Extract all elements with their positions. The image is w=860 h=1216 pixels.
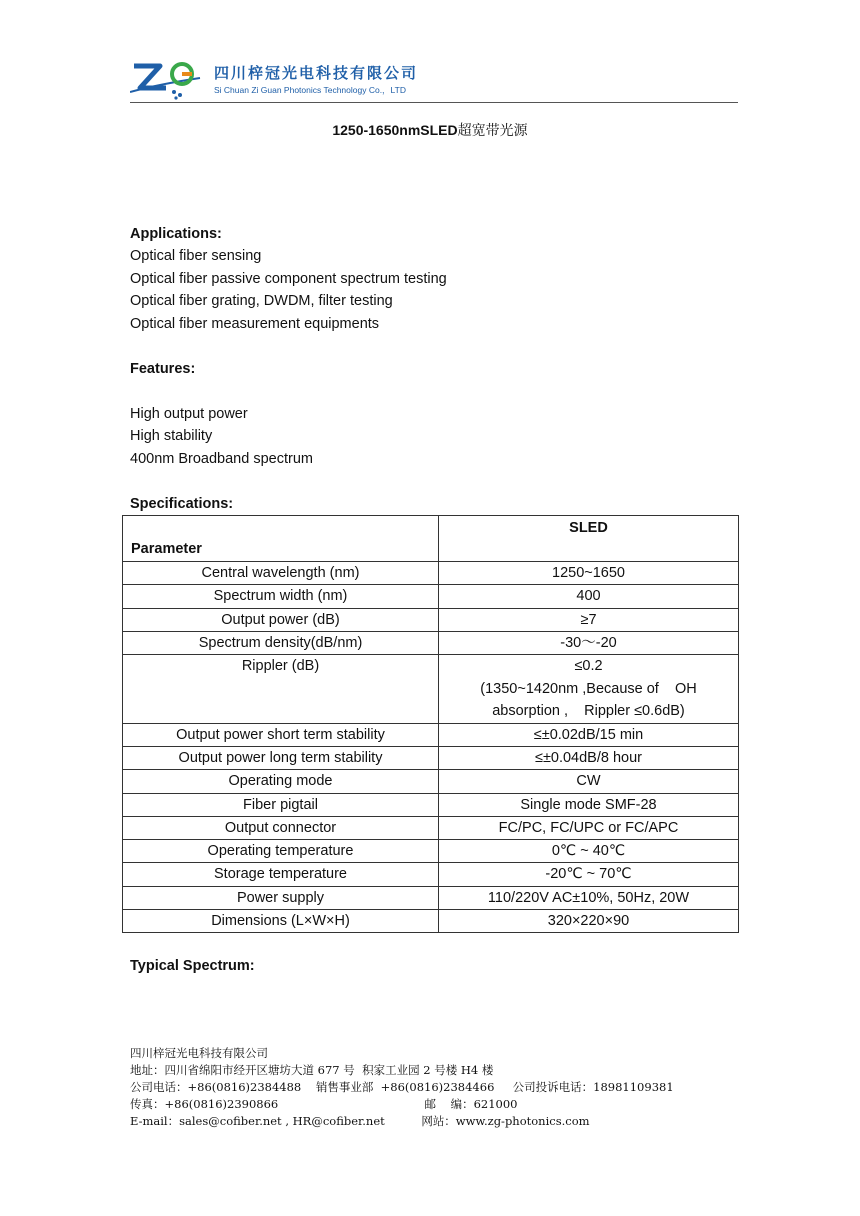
param-cell: Output power (dB) [123, 608, 439, 631]
header-parameter: Parameter [123, 516, 439, 562]
value-cell: 400 [439, 585, 739, 608]
features-heading: Features: [130, 361, 196, 377]
value-cell: 320×220×90 [439, 910, 739, 933]
letterhead [130, 56, 738, 103]
value-cell: ≤±0.04dB/8 hour [439, 746, 739, 769]
application-item: Optical fiber grating, DWDM, filter testing [130, 293, 393, 309]
table-header-row [123, 516, 739, 562]
table-row [123, 816, 739, 839]
value-cell: CW [439, 770, 739, 793]
value-line: absorption , Rippler ≤0.6dB) [492, 703, 685, 720]
footer-line: 四川梓冠光电科技有限公司 [130, 1046, 268, 1060]
param-cell: Operating temperature [123, 840, 439, 863]
table-row [123, 863, 739, 886]
footer-contact [130, 1045, 674, 1130]
table-row [123, 655, 739, 724]
param-cell: Output power short term stability [123, 723, 439, 746]
specifications-heading: Specifications: [130, 496, 234, 512]
value-cell: Single mode SMF-28 [439, 793, 739, 816]
value-cell: 0℃ ~ 40℃ [439, 840, 739, 863]
table-row [123, 910, 739, 933]
param-cell: Central wavelength (nm) [123, 562, 439, 585]
param-cell: Spectrum width (nm) [123, 585, 439, 608]
company-name-en: Si Chuan Zi Guan Photonics Technology Co.，LTD [214, 85, 406, 95]
table-row [123, 840, 739, 863]
header-sled: SLED [439, 516, 739, 562]
specifications-table [122, 515, 739, 933]
application-item: Optical fiber passive component spectrum testing [130, 271, 447, 287]
value-cell: 110/220V AC±10%, 50Hz, 20W [439, 886, 739, 909]
company-name-cn: 四川梓冠光电科技有限公司 [214, 64, 419, 82]
zg-logo-icon [130, 58, 212, 102]
value-cell: -30～-20 [439, 631, 739, 654]
applications-heading: Applications: [130, 226, 222, 242]
value-cell: -20℃ ~ 70℃ [439, 863, 739, 886]
footer-line: E-mail：sales@cofiber.net , HR@cofiber.net 网站：www.zg-photonics.com [130, 1114, 590, 1128]
table-row [123, 723, 739, 746]
param-cell: Power supply [123, 886, 439, 909]
param-cell: Fiber pigtail [123, 793, 439, 816]
title-en: 1250-1650nmSLED [332, 122, 458, 138]
document-title [0, 120, 860, 140]
table-row [123, 608, 739, 631]
param-cell: Rippler (dB) [123, 655, 439, 724]
param-cell: Spectrum density(dB/nm) [123, 631, 439, 654]
param-cell: Output connector [123, 816, 439, 839]
value-cell: FC/PC, FC/UPC or FC/APC [439, 816, 739, 839]
application-item: Optical fiber measurement equipments [130, 316, 380, 332]
param-cell: Operating mode [123, 770, 439, 793]
value-line: ≤0.2 [574, 658, 603, 675]
value-cell: 1250~1650 [439, 562, 739, 585]
param-cell: Storage temperature [123, 863, 439, 886]
value-line: (1350~1420nm ,Because of OH [480, 680, 697, 697]
footer-line: 地址：四川省绵阳市经开区塘坊大道 677 号 积家工业园 2 号楼 H4 楼 [130, 1063, 494, 1077]
table-row [123, 770, 739, 793]
value-cell [439, 655, 739, 724]
param-cell: Dimensions (L×W×H) [123, 910, 439, 933]
table-row [123, 886, 739, 909]
feature-item: High stability [130, 428, 213, 444]
title-cn: 超宽带光源 [457, 123, 528, 139]
table-row [123, 746, 739, 769]
value-cell: ≤±0.02dB/15 min [439, 723, 739, 746]
footer-line: 传真：+86(0816)2390866 邮 编：621000 [130, 1097, 518, 1111]
value-cell: ≥7 [439, 608, 739, 631]
table-row [123, 793, 739, 816]
table-row [123, 562, 739, 585]
application-item: Optical fiber sensing [130, 248, 262, 264]
typical-spectrum-heading: Typical Spectrum: [130, 958, 255, 974]
feature-item: 400nm Broadband spectrum [130, 451, 313, 467]
param-cell: Output power long term stability [123, 746, 439, 769]
table-row [123, 631, 739, 654]
table-row [123, 585, 739, 608]
feature-item: High output power [130, 406, 248, 422]
footer-line: 公司电话：+86(0816)2384488 销售事业部 +86(0816)2384466 公司投诉电话：18981109381 [130, 1080, 674, 1094]
